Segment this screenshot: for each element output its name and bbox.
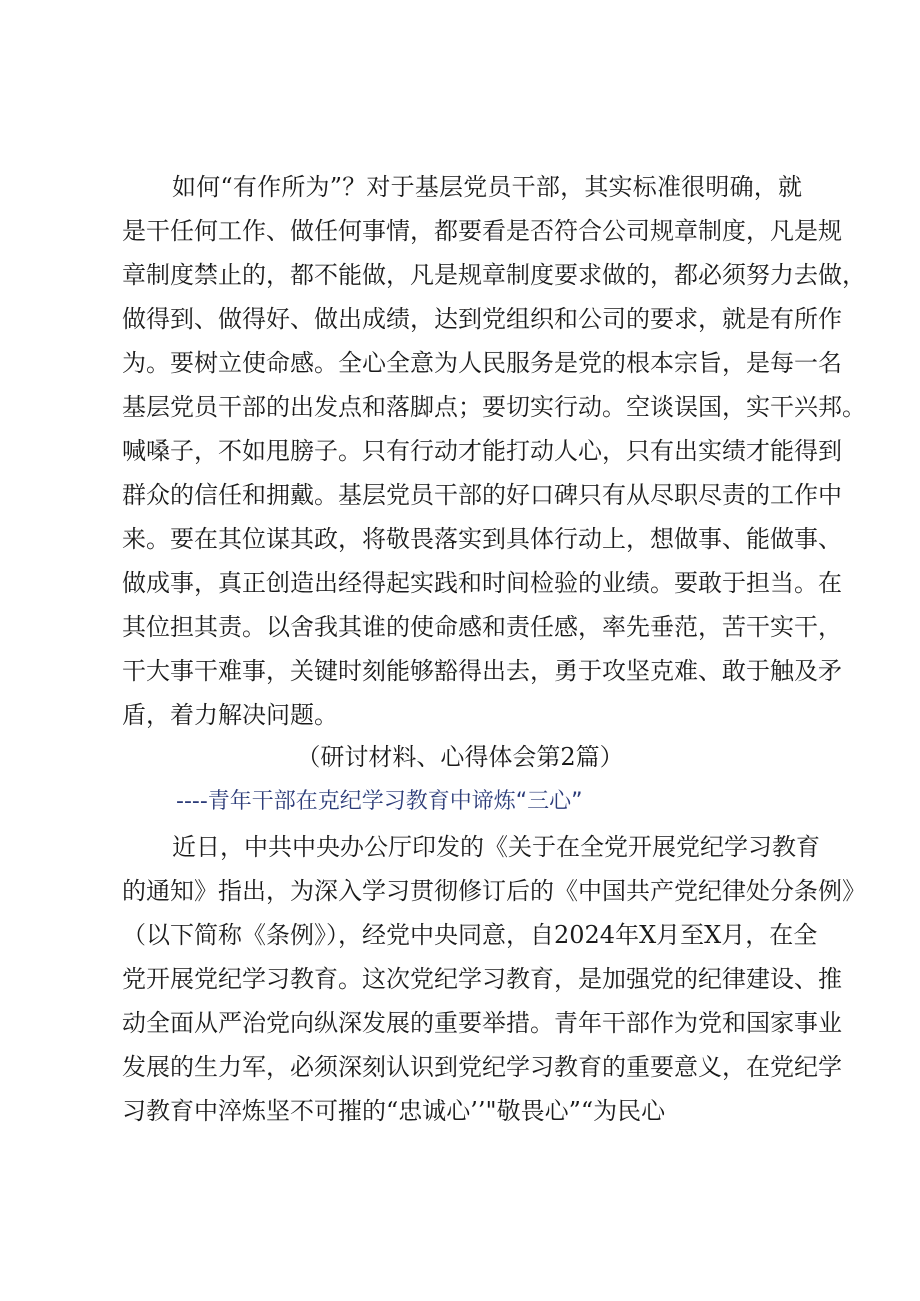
text-line: 为。要树立使命感。全心全意为人民服务是党的根本宗旨，是每一名: [122, 349, 842, 377]
text-line: 来。要在其位谋其政，将敬畏落实到具体行动上，想做事、能做事、: [122, 525, 842, 553]
text-line: 的通知》指出，为深入学习贯彻修订后的《中国共产党纪律处分条例》: [122, 877, 866, 905]
text-line: 发展的生力军，必须深刻认识到党纪学习教育的重要意义，在党纪学: [122, 1053, 842, 1081]
text-line: 盾，着力解决问题。: [122, 701, 338, 729]
text-line: 喊嗓子，不如甩膀子。只有行动才能打动人心，只有出实绩才能得到: [122, 437, 842, 465]
text-line: 群众的信任和拥戴。基层党员干部的好口碑只有从尽职尽责的工作中: [122, 481, 842, 509]
text-line: 习教育中淬炼坚不可摧的“忠诚心’’"敬畏心”“为民心: [122, 1097, 666, 1125]
section-subtitle: ----青年干部在克纪学习教育中谛炼“三心”: [176, 789, 583, 814]
text-line: 章制度禁止的，都不能做，凡是规章制度要求做的，都必须努力去做，: [122, 261, 866, 289]
section-caption: （研讨材料、心得体会第2篇）: [296, 743, 624, 771]
text-line: 如何“有作所为”？对于基层党员干部，其实标准很明确，就: [172, 173, 802, 201]
text-line: 党开展党纪学习教育。这次党纪学习教育，是加强党的纪律建设、推: [122, 965, 842, 993]
text-line: 动全面从严治党向纵深发展的重要举措。青年干部作为党和国家事业: [122, 1009, 842, 1037]
text-line: 基层党员干部的出发点和落脚点；要切实行动。空谈误国，实干兴邦。: [122, 393, 866, 421]
text-line: （以下简称《条例》），经党中央同意，自2024年X月至X月，在全: [122, 921, 818, 949]
text-line: 做成事，真正创造出经得起实践和时间检验的业绩。要敢于担当。在: [122, 569, 842, 597]
text-line: 做得到、做得好、做出成绩，达到党组织和公司的要求，就是有所作: [122, 305, 842, 333]
text-line: 近日，中共中央办公厅印发的《关于在全党开展党纪学习教育: [172, 833, 820, 861]
text-line: 其位担其责。以舍我其谁的使命感和责任感，率先垂范，苦干实干，: [122, 613, 842, 641]
text-line: 是干任何工作、做任何事情，都要看是否符合公司规章制度，凡是规: [122, 217, 842, 245]
text-line: 干大事干难事，关键时刻能够豁得出去，勇于攻坚克难、敢于触及矛: [122, 657, 842, 685]
